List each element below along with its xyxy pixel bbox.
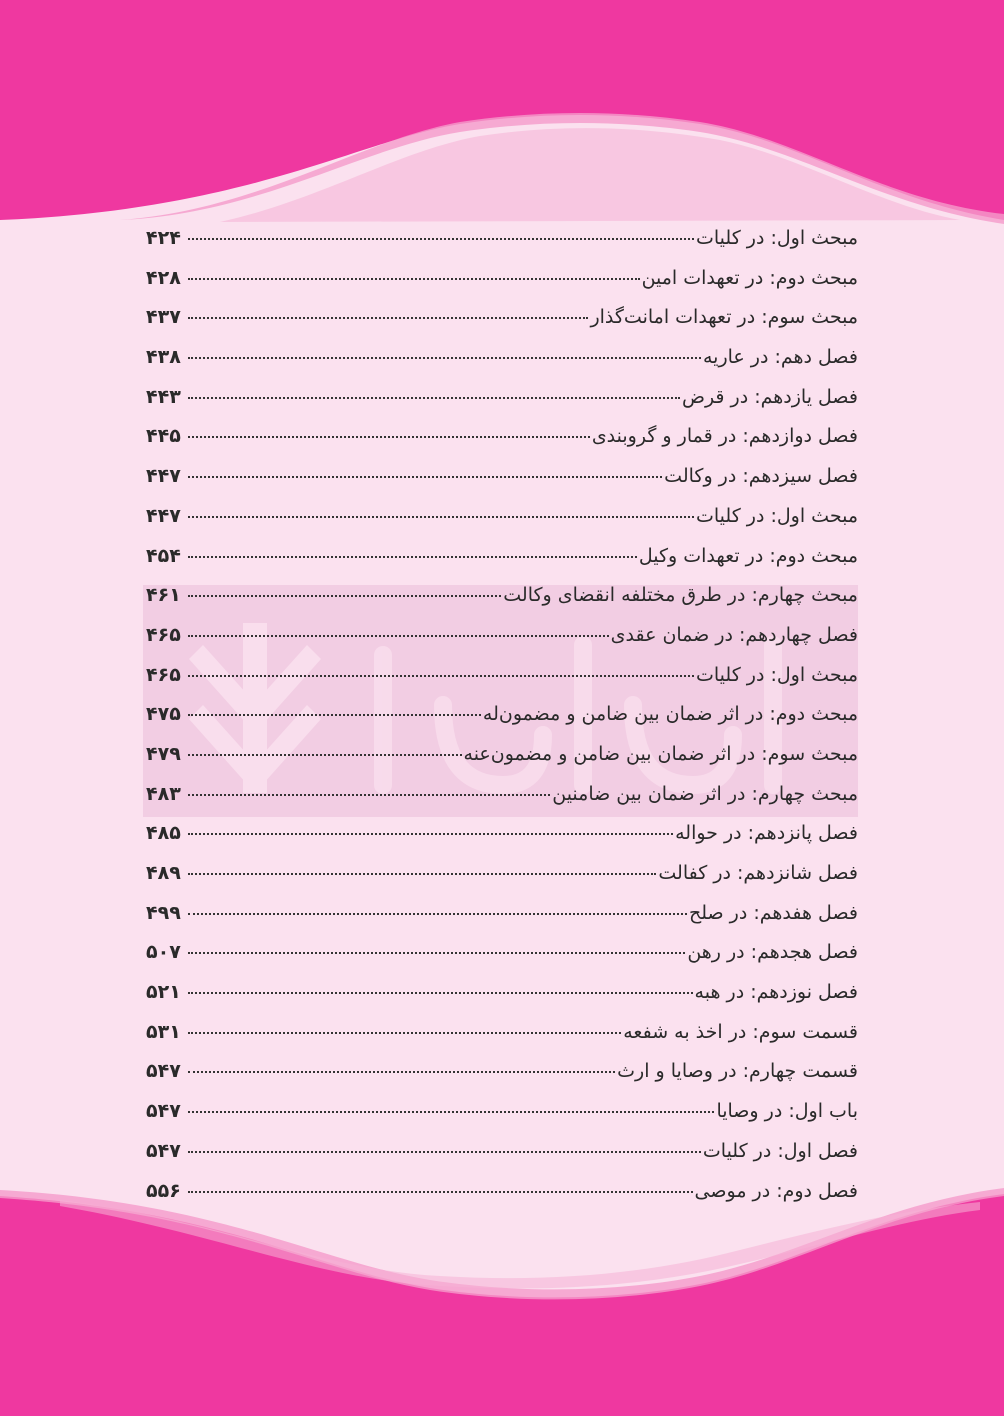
toc-entry-title: مبحث دوم: در تعهدات وکیل [638, 544, 858, 567]
toc-page-number: ۴۹۹ [146, 901, 181, 924]
toc-row [146, 497, 858, 537]
toc-row [146, 338, 858, 378]
toc-entry-title: فصل نوزدهم: در هبه [694, 981, 858, 1004]
toc-page-number: ۴۶۵ [146, 663, 181, 686]
dot-leader [188, 952, 685, 954]
toc-page-number: ۵۲۱ [146, 981, 181, 1004]
dot-leader [188, 873, 656, 875]
toc-row [146, 616, 858, 656]
dot-leader [188, 1111, 714, 1113]
toc-row [146, 973, 858, 1013]
toc-entry-title: فصل دوم: در موصی [694, 1179, 858, 1202]
toc-entry-title: فصل سیزدهم: در وکالت [664, 465, 858, 488]
toc-entry-title: مبحث چهارم: در اثر ضمان بین ضامنین [552, 782, 858, 805]
table-of-contents [146, 219, 858, 1211]
dot-leader [188, 397, 680, 399]
dot-leader [188, 714, 481, 716]
bottom-decorative-band [0, 1180, 1004, 1416]
toc-row [146, 219, 858, 259]
toc-page-number: ۴۶۵ [146, 623, 181, 646]
dot-leader [188, 278, 640, 280]
toc-page-number: ۴۸۵ [146, 822, 181, 845]
toc-entry-title: مبحث سوم: در اثر ضمان بین ضامن و مضمون‌عنه [463, 742, 858, 765]
toc-entry-title: مبحث سوم: در تعهدات امانت‌گذار [590, 306, 858, 329]
toc-row [146, 537, 858, 577]
toc-page-number: ۵۰۷ [146, 941, 181, 964]
dot-leader [188, 1151, 701, 1153]
toc-row [146, 814, 858, 854]
toc-row [146, 576, 858, 616]
toc-page-number: ۴۴۳ [146, 385, 181, 408]
toc-entry-title: مبحث چهارم: در طرق مختلفه انقضای وکالت [503, 584, 858, 607]
toc-page-number: ۴۲۸ [146, 266, 181, 289]
toc-entry-title: فصل شانزدهم: در کفالت [658, 862, 858, 884]
toc-row [146, 259, 858, 299]
toc-page-number: ۴۳۷ [146, 306, 181, 329]
toc-entry-title: مبحث اول: در کلیات [696, 504, 858, 527]
toc-page-number: ۴۳۸ [146, 346, 181, 369]
toc-page-number: ۵۴۷ [146, 1139, 181, 1162]
toc-entry-title: مبحث اول: در کلیات [696, 227, 858, 249]
toc-row [146, 933, 858, 973]
dot-leader [188, 675, 694, 677]
dot-leader [188, 992, 693, 994]
dot-leader [188, 833, 673, 835]
dot-leader [188, 595, 501, 597]
dot-leader [188, 754, 462, 756]
dot-leader [188, 317, 588, 319]
toc-page-number: ۴۸۹ [146, 862, 181, 884]
dot-leader [188, 238, 694, 240]
dot-leader [188, 1032, 621, 1034]
toc-row [146, 656, 858, 696]
toc-entry-title: مبحث دوم: در تعهدات امین [641, 266, 858, 289]
toc-page-number: ۴۷۹ [146, 742, 181, 765]
toc-row [146, 735, 858, 775]
toc-page-number: ۴۲۴ [146, 227, 181, 249]
toc-entry-title: فصل هجدهم: در رهن [687, 941, 858, 964]
toc-page-number: ۴۸۳ [146, 782, 181, 805]
toc-row [146, 775, 858, 815]
toc-page-number: ۴۷۵ [146, 703, 181, 726]
toc-page-number: ۴۴۷ [146, 504, 181, 527]
toc-row [146, 1013, 858, 1053]
toc-entry-title: مبحث دوم: در اثر ضمان بین ضامن و مضمون‌له [482, 703, 858, 726]
toc-row [146, 854, 858, 894]
toc-row [146, 1132, 858, 1172]
toc-entry-title: فصل پانزدهم: در حواله [675, 822, 858, 845]
toc-entry-title: فصل چهاردهم: در ضمان عقدی [610, 623, 858, 646]
toc-page-number: ۵۴۷ [146, 1060, 181, 1083]
toc-row [146, 378, 858, 418]
dot-leader [188, 357, 701, 359]
top-decorative-band [0, 0, 1004, 230]
toc-entry-title: مبحث اول: در کلیات [696, 663, 858, 686]
toc-page-number: ۴۴۵ [146, 425, 181, 448]
toc-row [146, 457, 858, 497]
dot-leader [188, 1071, 615, 1073]
toc-page-number: ۴۶۱ [146, 584, 181, 607]
toc-entry-title: فصل هفدهم: در صلح [688, 901, 858, 924]
toc-entry-title: قسمت چهارم: در وصایا و ارث [617, 1060, 858, 1083]
toc-entry-title: باب اول: در وصایا [716, 1100, 858, 1123]
dot-leader [188, 913, 687, 915]
dot-leader [188, 635, 609, 637]
toc-entry-title: فصل دوازدهم: در قمار و گروبندی [591, 425, 858, 448]
toc-row [146, 298, 858, 338]
dot-leader [188, 794, 550, 796]
toc-row [146, 1052, 858, 1092]
toc-page-number: ۴۴۷ [146, 465, 181, 488]
toc-entry-title: فصل اول: در کلیات [702, 1139, 858, 1162]
toc-entry-title: فصل دهم: در عاریه [702, 346, 858, 369]
dot-leader [188, 436, 590, 438]
toc-page-number: ۵۵۶ [146, 1179, 181, 1202]
toc-row [146, 417, 858, 457]
toc-row [146, 695, 858, 735]
toc-entry-title: فصل یازدهم: در قرض [681, 385, 858, 408]
dot-leader [188, 556, 637, 558]
toc-row [146, 1092, 858, 1132]
toc-page-number: ۵۴۷ [146, 1100, 181, 1123]
dot-leader [188, 516, 694, 518]
toc-row [146, 894, 858, 934]
toc-page-number: ۴۵۴ [146, 544, 181, 567]
dot-leader [188, 476, 662, 478]
toc-entry-title: قسمت سوم: در اخذ به شفعه [623, 1020, 858, 1043]
toc-page-number: ۵۳۱ [146, 1020, 181, 1043]
